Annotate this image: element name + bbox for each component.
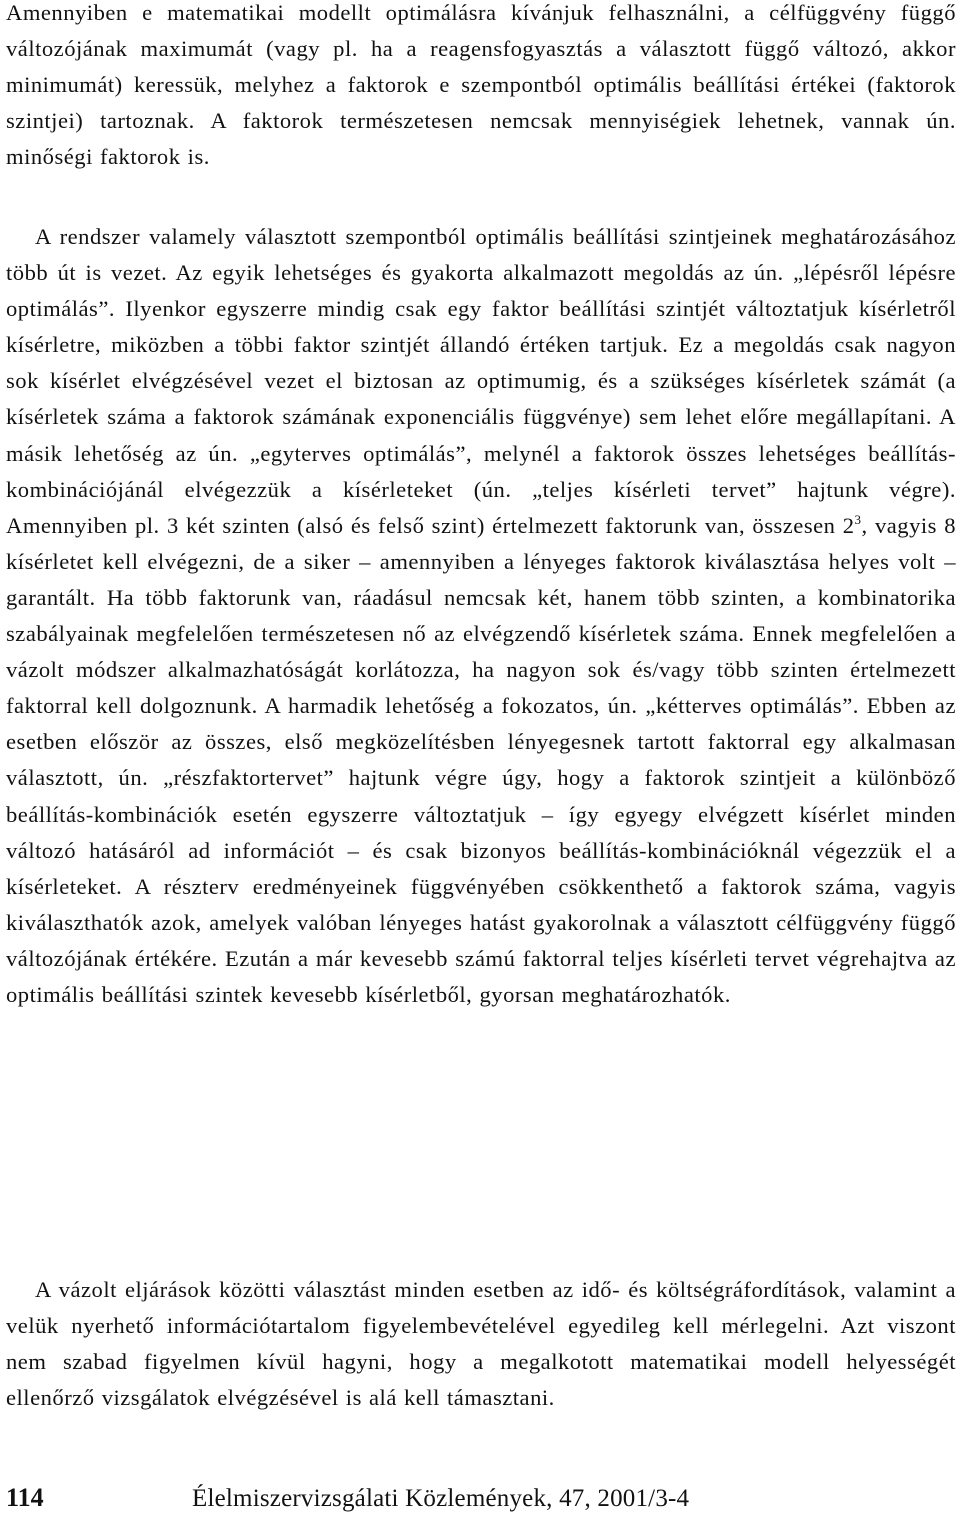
paragraph-optimization-methods-part-1: A rendszer valamely választott szempontból optimális beállítási szintjeinek meghatározásához több út is vezet. Az egyik lehetséges és gyakorta alkalmazott megoldás az ún. „lépésről lépésre optimálás”. Ilyenkor egyszerre mindig csak egy faktor beállítási szintjét változtatjuk kísérletről kísérletre, miközben a többi faktor szintjét állandó értéken tartjuk. Ez a megoldás csak nagyon sok kísérlet elvégzésével vezet el biztosan az optimumig, és a szükséges kísérletek számát (a kísérletek száma a faktorok számának exponenciális függvénye) sem lehet előre megállapítani. A másik lehetőség az ún. „egyterves optimálás”, melynél a faktorok összes lehetséges beállítás-kombinációjánál elvégezzük a kísérleteket (ún. „teljes kísérleti tervet” hajtunk végre). Amennyiben pl. 3 két szinten (alsó és felső szint) értelmezett faktorunk van, összesen 2 [6,224,956,538]
paragraph-optimization-methods-part-2: , vagyis 8 kísérletet kell elvégezni, de a siker – amennyiben a lényeges faktorok kiválasztása helyes volt – garantált. Ha több faktorunk van, ráadásul nemcsak két, hanem több szinten, a kombinatorika szabályainak megfelelően természetesen nő az elvégzendő kísérletek száma. Ennek megfelelően a vázolt módszer alkalmazhatóságát korlátozza, ha nagyon sok és/vagy több szinten értelmezett faktorral kell dolgoznunk. A harmadik lehetőség a fokozatos, ún. „kétterves optimálás”. Ebben az esetben először az összes, első megközelítésben lényegesnek tartott faktorral egy alkalmasan választott, ún. „részfaktortervet” hajtunk végre úgy, hogy a faktorok szintjeit a különböző beállítás-kombinációk esetén egyszerre változtatjuk – így egyegy elvégzett kísérlet minden változó hatásáról ad információt – és csak bizonyos beállítás-kombinációknál végezzük el a kísérleteket. A részterv eredményeinek függvényében csökkenthető a faktorok száma, vagyis kiválaszthatók azok, amelyek valóban lényeges hatást gyakorolnak a választott célfüggvény függő változójának értékére. Ezután a már kevesebb számú faktorral teljes kísérleti tervet végrehajtva az optimális beállítási szintek kevesebb kísérletből, gyorsan meghatározhatók. [6,512,957,1007]
journal-citation: Élelmiszervizsgálati Közlemények, 47, 2001/3-4 [192,1485,690,1512]
paragraph-method-selection: A vázolt eljárások közötti választást minden esetben az idő- és költségráfordítások, valamint a velük nyerhető információtartalom figyelembevételével egyedileg kell mérlegelni. Azt viszont nem szabad figyelmen kívül hagyni, hogy a megalkotott matematikai modell helyességét ellenőrző vizsgálatok elvégzésével is alá kell támasztani. [6,1277,956,1411]
page-footer [6,1482,956,1522]
exponent-superscript: 3 [854,511,862,527]
page-number: 114 [6,1483,44,1512]
paragraph-optimization-methods [6,219,956,1013]
paragraph-optimization-goal: Amennyiben e matematikai modellt optimálásra kívánjuk felhasználni, a célfüggvény függő változójának maximumát (vagy pl. ha a reagensfogyasztás a választott függő változó, akkor minimumát) keressük, melyhez a faktorok e szempontból optimális beállítási értékei (faktorok szintjei) tartoznak. A faktorok természetesen nemcsak mennyiségiek lehetnek, vannak ún. minőségi faktorok is. [6,0,956,170]
